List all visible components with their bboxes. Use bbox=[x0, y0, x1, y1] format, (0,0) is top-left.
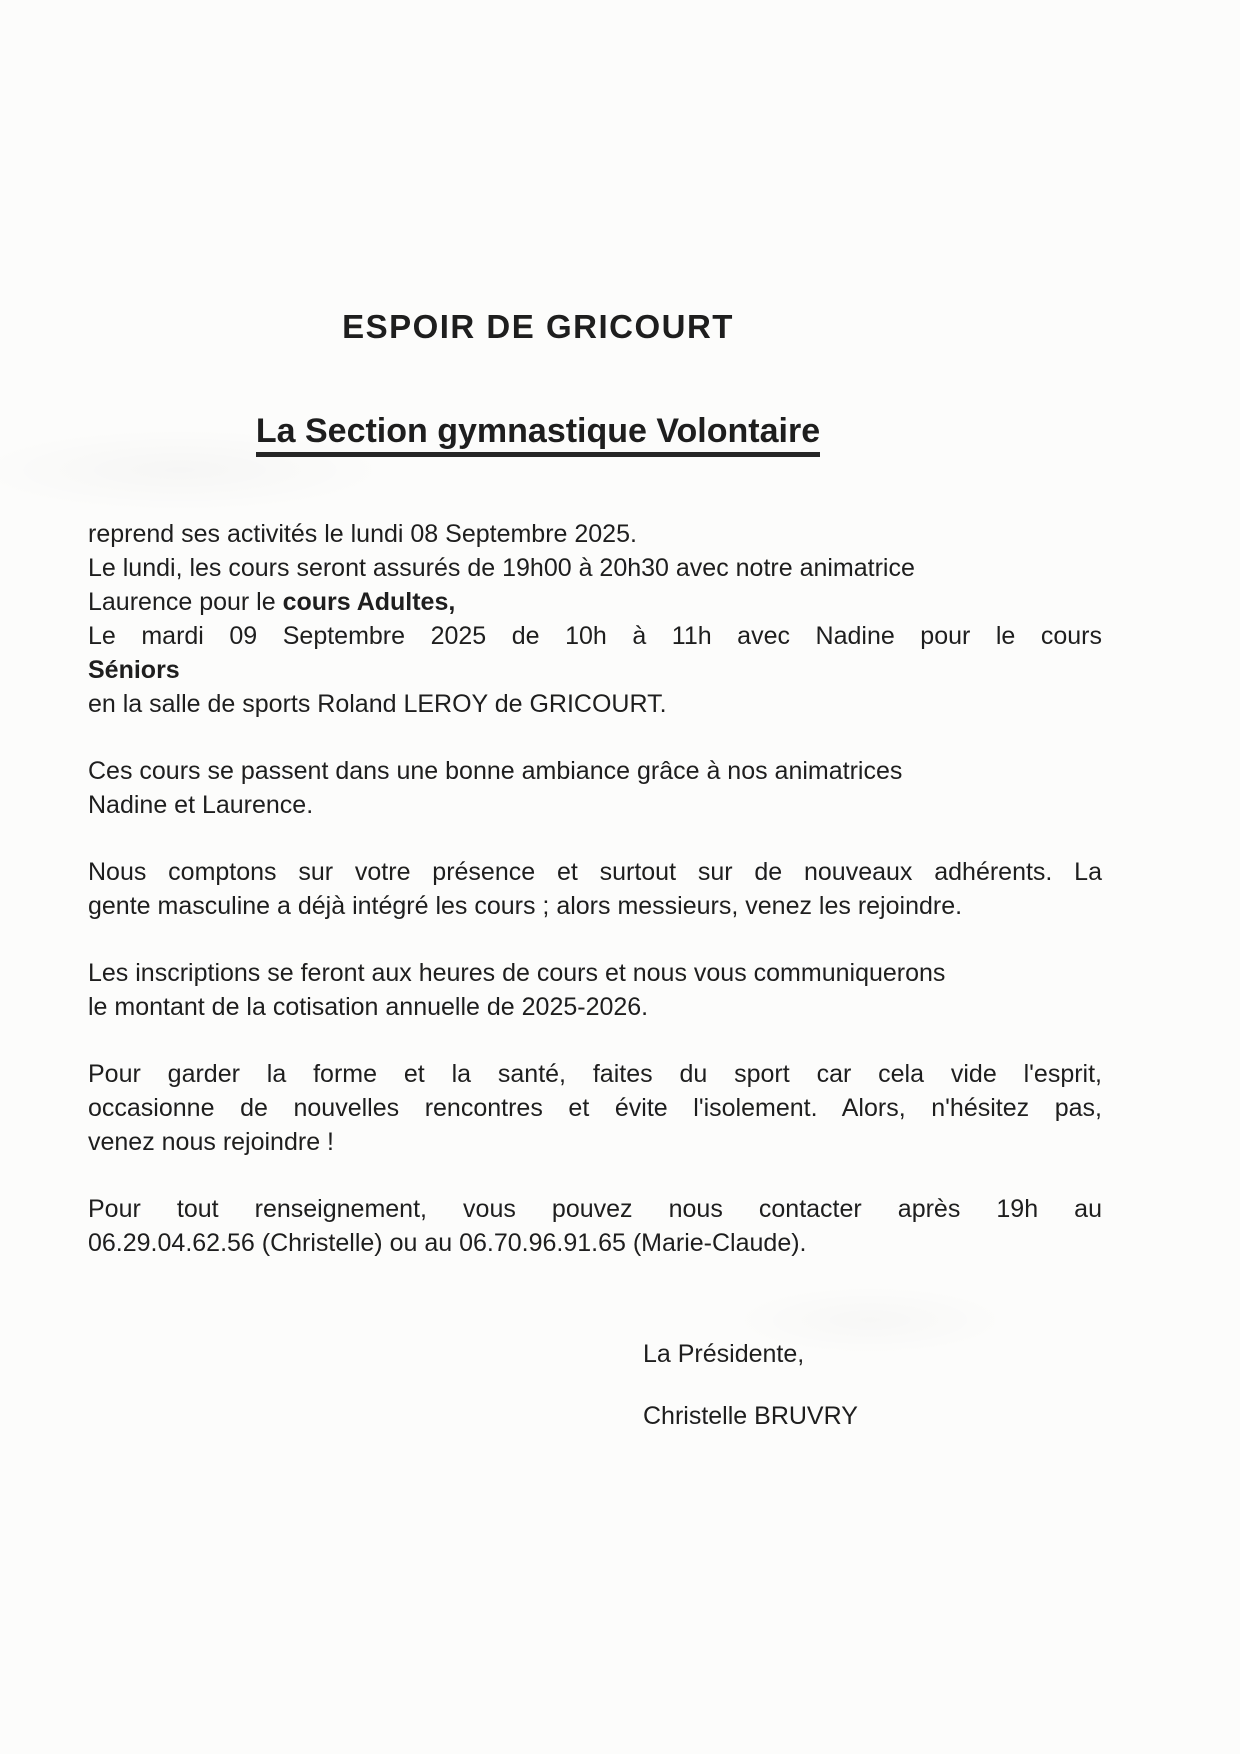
text-run: reprend ses activités le lundi 08 Septembre 2025. bbox=[88, 520, 637, 548]
text-line bbox=[88, 1226, 1102, 1260]
paragraph bbox=[88, 855, 1102, 923]
paragraph bbox=[88, 517, 1102, 721]
text-line bbox=[88, 1125, 1102, 1159]
text-run: Ces cours se passent dans une bonne ambiance grâce à nos animatrices bbox=[88, 757, 903, 785]
paragraph bbox=[88, 956, 1102, 1024]
text-line bbox=[88, 1192, 1102, 1226]
text-run: Le mardi 09 Septembre 2025 de 10h à 11h avec Nadine pour le cours bbox=[88, 622, 1102, 650]
text-run: 06.29.04.62.56 (Christelle) ou au 06.70.96.91.65 (Marie-Claude). bbox=[88, 1229, 807, 1257]
text-run: Séniors bbox=[88, 656, 180, 684]
letter-body bbox=[88, 517, 1102, 1293]
paragraph bbox=[88, 1057, 1102, 1159]
text-line bbox=[88, 956, 1102, 990]
text-line bbox=[88, 551, 1102, 585]
paragraph bbox=[88, 1192, 1102, 1260]
text-line bbox=[88, 788, 1102, 822]
text-line bbox=[88, 889, 1102, 923]
document-subtitle-row bbox=[88, 414, 988, 457]
text-run: Le lundi, les cours seront assurés de 19h00 à 20h30 avec notre animatrice bbox=[88, 554, 915, 582]
text-line bbox=[88, 517, 1102, 551]
text-line bbox=[88, 619, 1102, 653]
text-line bbox=[88, 990, 1102, 1024]
text-run: Nous comptons sur votre présence et surtout sur de nouveaux adhérents. La bbox=[88, 858, 1102, 886]
text-line bbox=[88, 687, 1102, 721]
text-run: cours Adultes, bbox=[282, 588, 456, 616]
text-line bbox=[88, 855, 1102, 889]
document-subtitle: La Section gymnastique Volontaire bbox=[256, 414, 820, 457]
text-line bbox=[88, 585, 1102, 619]
text-line bbox=[88, 1057, 1102, 1091]
signature-block bbox=[643, 1337, 858, 1433]
text-line bbox=[88, 1091, 1102, 1125]
text-run: en la salle de sports Roland LEROY de GRICOURT. bbox=[88, 690, 667, 718]
text-line bbox=[88, 653, 1102, 687]
text-run: le montant de la cotisation annuelle de 2025-2026. bbox=[88, 993, 649, 1021]
paragraph bbox=[88, 754, 1102, 822]
document-title: ESPOIR DE GRICOURT bbox=[342, 308, 734, 345]
text-run: Les inscriptions se feront aux heures de cours et nous vous communiquerons bbox=[88, 959, 946, 987]
text-run: venez nous rejoindre ! bbox=[88, 1128, 334, 1156]
text-run: Laurence pour le bbox=[88, 588, 283, 616]
text-line bbox=[88, 754, 1102, 788]
text-run: Nadine et Laurence. bbox=[88, 791, 314, 819]
text-run: gente masculine a déjà intégré les cours ; alors messieurs, venez les rejoindre. bbox=[88, 892, 963, 920]
signoff-role: La Présidente, bbox=[643, 1340, 805, 1368]
text-run: Pour garder la forme et la santé, faites du sport car cela vide l'esprit, bbox=[88, 1060, 1102, 1088]
signoff-name: Christelle BRUVRY bbox=[643, 1402, 858, 1430]
text-run: occasionne de nouvelles rencontres et évite l'isolement. Alors, n'hésitez pas, bbox=[88, 1094, 1102, 1122]
text-run: Pour tout renseignement, vous pouvez nous contacter après 19h au bbox=[88, 1195, 1102, 1223]
